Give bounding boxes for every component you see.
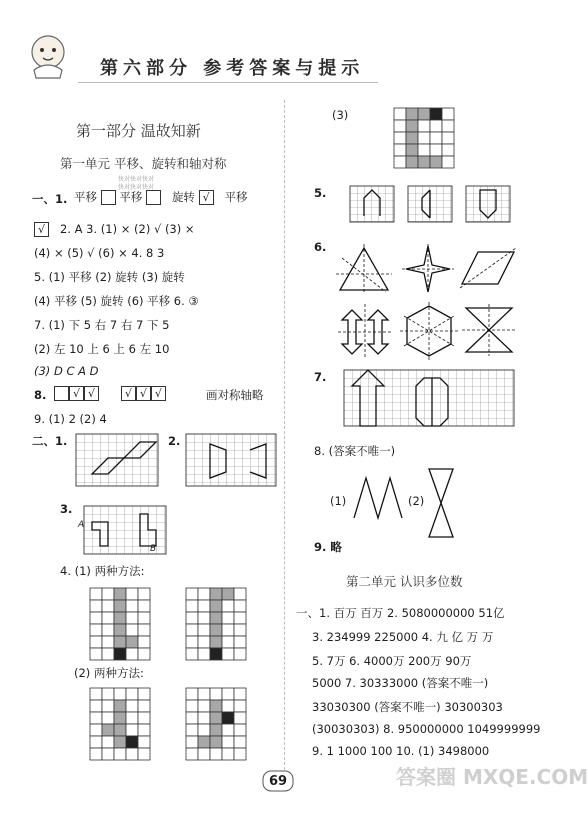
- q8-axis-note: 画对称轴略: [206, 388, 264, 402]
- s2-q2-label: 2.: [168, 434, 181, 448]
- column-divider: [284, 100, 285, 780]
- q1-row: [74, 190, 248, 205]
- symmetry-hexagon: [400, 302, 458, 360]
- grid-cell: [234, 624, 246, 636]
- grid-cell: [210, 600, 222, 612]
- grid-cell: [222, 736, 234, 748]
- r-line-3: 5. 7万 6. 4000万 200万 90万: [312, 654, 472, 668]
- section2-label: 二、1.: [32, 434, 68, 448]
- grid-cell: [234, 712, 246, 724]
- grid-cell: [102, 600, 114, 612]
- q1-d: 平移: [224, 190, 248, 204]
- grid-figure-r7: [344, 370, 514, 426]
- check-box: √: [69, 386, 84, 401]
- triangles-figure-2: [426, 466, 456, 540]
- watermark-stamp: 快对快对快对 快对快对快对: [118, 176, 155, 191]
- q3-label-b: B: [150, 544, 157, 554]
- grid-cell: [210, 712, 222, 724]
- grid-figure-r5a: [350, 186, 394, 222]
- grid-cell: [198, 736, 210, 748]
- grid-cell: [222, 648, 234, 660]
- grid-cell: [102, 736, 114, 748]
- grid-cell: [394, 108, 406, 120]
- grid-cell: [198, 648, 210, 660]
- grid-cell: [138, 724, 150, 736]
- grid-cell: [418, 144, 430, 156]
- grid-cell: [222, 688, 234, 700]
- grid-cell: [222, 700, 234, 712]
- grid-cell: [210, 700, 222, 712]
- grid-cell: [234, 748, 246, 760]
- grid-cell: [210, 612, 222, 624]
- grid-cell: [126, 748, 138, 760]
- answer-line-8: (3) D C A D: [34, 364, 99, 378]
- grid-cell: [198, 724, 210, 736]
- grid-cell: [186, 624, 198, 636]
- grid-figure-4d: [186, 688, 256, 760]
- grid-cell: [126, 688, 138, 700]
- answer-box: [101, 190, 116, 205]
- grid-cell: [126, 600, 138, 612]
- grid-cell: [222, 612, 234, 624]
- grid-cell: [186, 600, 198, 612]
- grid-figure-1: [76, 434, 158, 486]
- grid-cell: [442, 132, 454, 144]
- grid-cell: [114, 736, 126, 748]
- grid-cell: [186, 736, 198, 748]
- grid-cell: [114, 600, 126, 612]
- grid-cell: [198, 748, 210, 760]
- grid-cell: [126, 612, 138, 624]
- grid-cell: [198, 636, 210, 648]
- grid-cell: [114, 688, 126, 700]
- grid-cell: [126, 736, 138, 748]
- grid-cell: [138, 736, 150, 748]
- grid-cell: [210, 736, 222, 748]
- grid-cell: [210, 724, 222, 736]
- grid-cell: [222, 724, 234, 736]
- grid-cell: [406, 108, 418, 120]
- grid-cell: [198, 624, 210, 636]
- grid-cell: [234, 648, 246, 660]
- r-q6-label: 6.: [314, 240, 327, 254]
- grid-cell: [102, 648, 114, 660]
- q9-answer: 9. (1) 2 (2) 4: [34, 412, 107, 426]
- grid-cell: [394, 120, 406, 132]
- grid-cell: [222, 624, 234, 636]
- grid-cell: [198, 588, 210, 600]
- check-box: √: [84, 386, 99, 401]
- s2-q4a-label: 4. (1) 两种方法:: [60, 564, 145, 578]
- grid-cell: [234, 724, 246, 736]
- grid-cell: [186, 724, 198, 736]
- grid-cell: [186, 748, 198, 760]
- grid-cell: [186, 588, 198, 600]
- r-line-6: (30030303) 8. 950000000 1049999999: [312, 722, 541, 736]
- grid-cell: [114, 712, 126, 724]
- check-box: √: [121, 386, 136, 401]
- grid-cell: [138, 700, 150, 712]
- grid-cell: [90, 648, 102, 660]
- grid-cell: [394, 144, 406, 156]
- grid-cell: [222, 588, 234, 600]
- s2-q4b-label: (2) 两种方法:: [74, 666, 144, 680]
- grid-cell: [430, 120, 442, 132]
- grid-cell: [102, 724, 114, 736]
- grid-cell: [90, 612, 102, 624]
- grid-cell: [138, 624, 150, 636]
- grid-figure-r3: [394, 108, 464, 168]
- header-rule: [78, 82, 378, 83]
- grid-cell: [90, 688, 102, 700]
- grid-cell: [126, 636, 138, 648]
- grid-cell: [126, 648, 138, 660]
- grid-cell: [126, 624, 138, 636]
- grid-cell: [138, 712, 150, 724]
- grid-cell: [406, 156, 418, 168]
- symmetry-hourglass: [462, 304, 516, 356]
- r-q9: 9. 略: [314, 540, 342, 554]
- r-q8-label: 8. (答案不唯一): [314, 444, 396, 458]
- grid-cell: [406, 132, 418, 144]
- grid-cell: [442, 144, 454, 156]
- grid-cell: [406, 144, 418, 156]
- q1-b: 平移: [119, 190, 143, 204]
- answer-line-7: (2) 左 10 上 6 上 6 左 10: [34, 342, 170, 356]
- grid-cell: [430, 144, 442, 156]
- grid-cell: [198, 688, 210, 700]
- page-header-title: 第六部分 参考答案与提示: [100, 58, 365, 79]
- grid-cell: [90, 748, 102, 760]
- s2-q3-label: 3.: [60, 502, 73, 516]
- grid-cell: [198, 700, 210, 712]
- grid-cell: [186, 648, 198, 660]
- q1-a: 平移: [74, 190, 97, 204]
- grid-cell: [430, 132, 442, 144]
- grid-cell: [186, 712, 198, 724]
- r-line-5: 33030300 (答案不唯一) 30300303: [312, 700, 503, 714]
- check-box: √: [136, 386, 151, 401]
- grid-cell: [222, 712, 234, 724]
- r-line-2: 3. 234999 225000 4. 九 亿 万 万: [312, 630, 494, 644]
- grid-cell: [102, 624, 114, 636]
- grid-cell: [406, 120, 418, 132]
- grid-cell: [102, 712, 114, 724]
- grid-cell: [138, 636, 150, 648]
- grid-cell: [418, 156, 430, 168]
- grid-cell: [234, 736, 246, 748]
- grid-cell: [234, 700, 246, 712]
- grid-cell: [102, 588, 114, 600]
- grid-cell: [114, 624, 126, 636]
- symmetry-arrows: [338, 304, 392, 358]
- check-box: √: [151, 386, 166, 401]
- grid-cell: [138, 588, 150, 600]
- grid-cell: [418, 132, 430, 144]
- answer-box: [54, 386, 69, 401]
- grid-cell: [126, 700, 138, 712]
- grid-cell: [114, 648, 126, 660]
- grid-cell: [210, 648, 222, 660]
- r-q3-label: (3): [332, 108, 349, 122]
- grid-cell: [234, 612, 246, 624]
- part-title: 第一部分 温故知新: [76, 122, 201, 140]
- grid-cell: [234, 588, 246, 600]
- grid-figure-r5c: [466, 186, 510, 222]
- answer-box: [146, 190, 161, 205]
- grid-cell: [90, 624, 102, 636]
- r-q5-label: 5.: [314, 186, 327, 200]
- check-box: √: [34, 222, 49, 237]
- answer-line-6: 7. (1) 下 5 右 7 右 7 下 5: [34, 318, 170, 332]
- grid-cell: [234, 688, 246, 700]
- grid-cell: [418, 108, 430, 120]
- grid-cell: [126, 724, 138, 736]
- grid-cell: [210, 588, 222, 600]
- triangles-figure-1: [352, 476, 404, 520]
- grid-cell: [186, 700, 198, 712]
- grid-cell: [222, 600, 234, 612]
- grid-cell: [102, 636, 114, 648]
- q8-boxes: [54, 386, 166, 401]
- unit-title: 第一单元 平移、旋转和轴对称: [60, 156, 227, 171]
- grid-cell: [430, 108, 442, 120]
- grid-cell: [394, 156, 406, 168]
- grid-figure-4b: [186, 588, 256, 660]
- grid-cell: [114, 748, 126, 760]
- grid-cell: [198, 612, 210, 624]
- grid-cell: [210, 636, 222, 648]
- grid-cell: [126, 588, 138, 600]
- grid-cell: [418, 120, 430, 132]
- grid-cell: [222, 636, 234, 648]
- symmetry-star: [402, 244, 454, 294]
- grid-cell: [102, 748, 114, 760]
- grid-cell: [222, 748, 234, 760]
- unit2-title: 第二单元 认识多位数: [346, 574, 463, 589]
- grid-cell: [186, 688, 198, 700]
- grid-cell: [90, 724, 102, 736]
- grid-cell: [198, 600, 210, 612]
- grid-cell: [126, 712, 138, 724]
- grid-cell: [442, 156, 454, 168]
- grid-cell: [102, 612, 114, 624]
- q1-check: [34, 222, 49, 237]
- grid-cell: [90, 736, 102, 748]
- grid-cell: [90, 636, 102, 648]
- r-line-1: 一、1. 百万 百万 2. 5080000000 51亿: [296, 606, 505, 620]
- r-q8-2: (2): [408, 494, 425, 508]
- grid-cell: [114, 636, 126, 648]
- grid-figure-4c: [90, 688, 160, 760]
- grid-cell: [234, 636, 246, 648]
- answer-line-2: 2. A 3. (1) × (2) √ (3) ×: [60, 222, 195, 236]
- grid-cell: [102, 700, 114, 712]
- r-line-7: 9. 1 1000 100 10. (1) 3498000: [312, 744, 490, 758]
- grid-cell: [186, 636, 198, 648]
- symmetry-rhombus: [460, 248, 516, 288]
- grid-cell: [210, 624, 222, 636]
- q1-c: 旋转: [171, 190, 195, 204]
- page-number: 69: [268, 774, 288, 789]
- r-q8-1: (1): [330, 494, 347, 508]
- grid-cell: [138, 612, 150, 624]
- grid-cell: [442, 120, 454, 132]
- grid-cell: [234, 600, 246, 612]
- grid-figure-r5b: [408, 186, 452, 222]
- grid-figure-2: [186, 434, 276, 486]
- grid-cell: [138, 688, 150, 700]
- q3-label-a: A: [78, 520, 85, 530]
- grid-cell: [114, 588, 126, 600]
- r-line-4: 5000 7. 30333000 (答案不唯一): [312, 676, 489, 690]
- grid-cell: [114, 700, 126, 712]
- grid-cell: [114, 724, 126, 736]
- grid-cell: [90, 712, 102, 724]
- grid-cell: [210, 748, 222, 760]
- grid-cell: [430, 156, 442, 168]
- grid-cell: [138, 648, 150, 660]
- mascot-icon: [24, 30, 74, 80]
- grid-cell: [138, 748, 150, 760]
- grid-cell: [442, 108, 454, 120]
- answer-line-3: (4) × (5) √ (6) × 4. 8 3: [34, 246, 165, 260]
- answer-line-5: (4) 平移 (5) 旋转 (6) 平移 6. ③: [34, 294, 199, 308]
- q8-label: 8.: [34, 388, 47, 402]
- check-box: √: [199, 190, 214, 205]
- grid-cell: [90, 588, 102, 600]
- q1-prefix: 一、1.: [32, 192, 68, 206]
- grid-cell: [90, 700, 102, 712]
- grid-cell: [198, 712, 210, 724]
- symmetry-triangle: [336, 244, 392, 294]
- grid-cell: [394, 132, 406, 144]
- grid-cell: [102, 688, 114, 700]
- grid-figure-4a: [90, 588, 160, 660]
- grid-cell: [114, 612, 126, 624]
- answer-line-4: 5. (1) 平移 (2) 旋转 (3) 旋转: [34, 270, 185, 284]
- grid-cell: [210, 688, 222, 700]
- r-q7-label: 7.: [314, 370, 327, 384]
- footer-watermark: 答案圈 MXQE.COM: [396, 765, 588, 789]
- grid-cell: [186, 612, 198, 624]
- grid-cell: [138, 600, 150, 612]
- grid-cell: [90, 600, 102, 612]
